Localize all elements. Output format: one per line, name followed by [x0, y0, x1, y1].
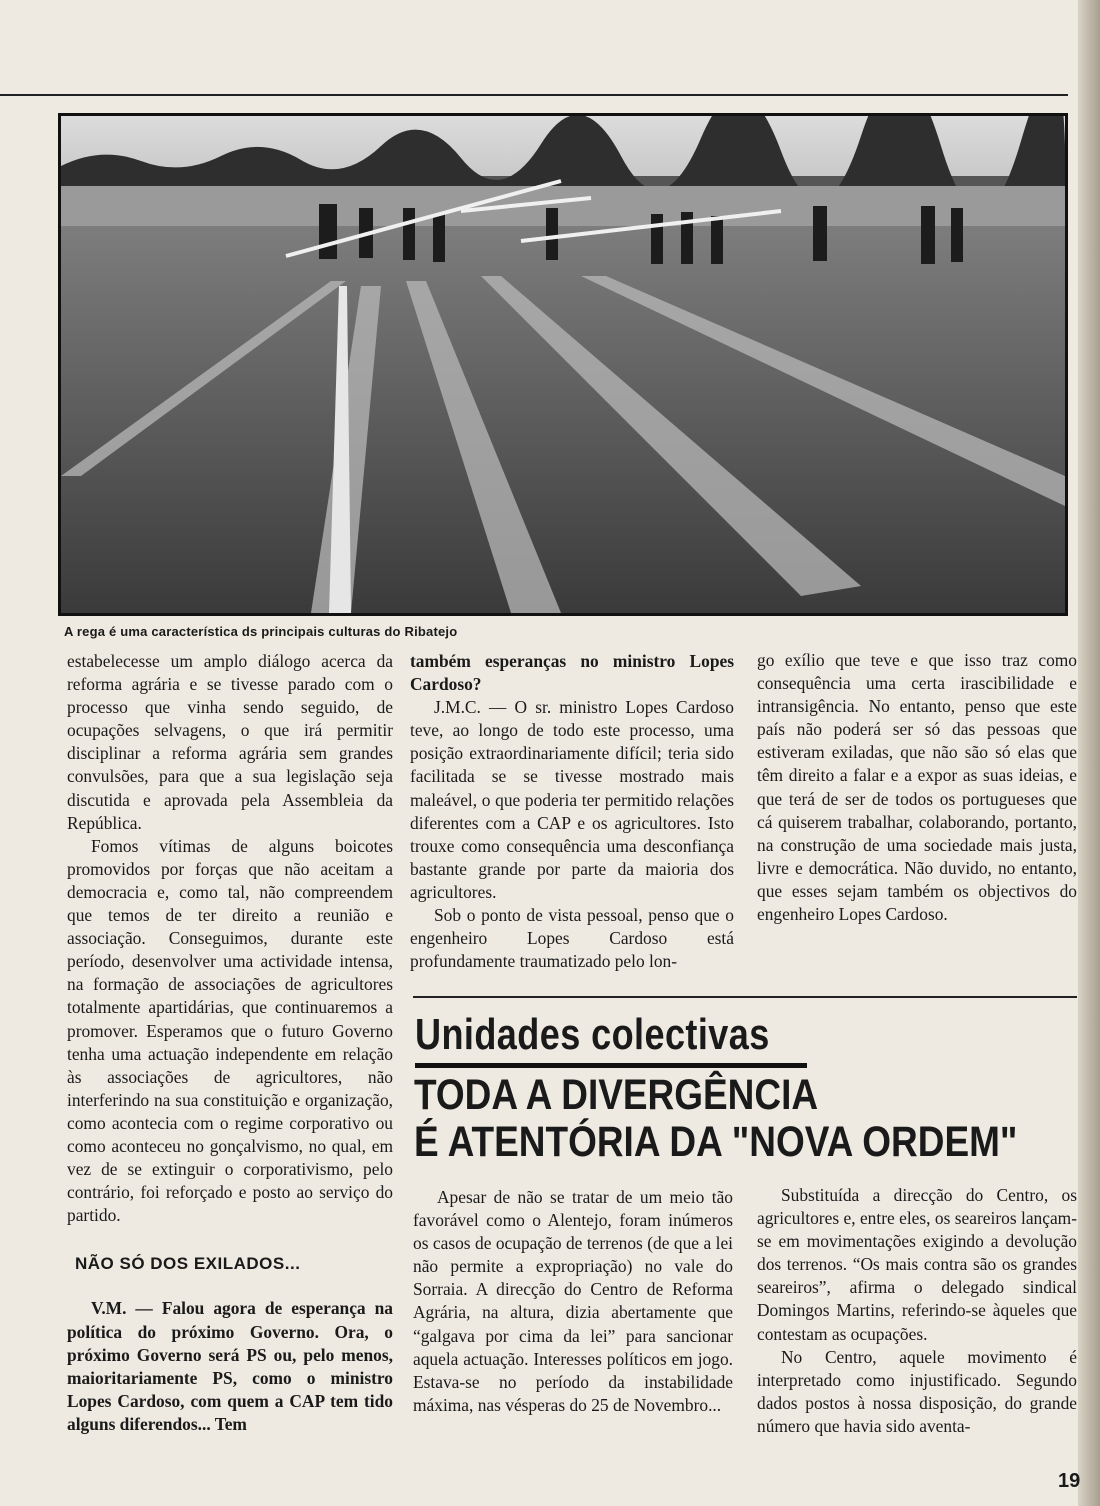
paragraph: estabelecesse um amplo diálogo acerca da reforma agrária e se tivesse parado com o processo que vinha sendo seguido, de ocupações selvagens, o que irá permitir disciplinar a reforma agrária sem grandes convulsões, para que a sua legislação seja discutida e aprovada pela Assembleia da República.	[67, 651, 393, 833]
headline-line-1: TODA A DIVERGÊNCIA	[414, 1071, 819, 1119]
interview-column-2	[410, 650, 734, 973]
page-number: 19	[1058, 1470, 1081, 1492]
paragraph: No Centro, aquele movimento é interpretado como injustificado. Segundo dados postos à nossa disposição, do grande número que havia sido aventa-	[757, 1346, 1077, 1436]
kicker-underline	[415, 1063, 807, 1068]
paragraph: Fomos vítimas de alguns boicotes promovidos por forças que não aceitam a democracia e, como tal, não compreendem que temos de ter direito a reunião e associação. Conseguimos, durante este período, desenvolver uma actividade intensa, na formação de associações de agricultores totalmente apartidárias, que continuaremos a promover. Esperamos que o futuro Governo tenha uma actuação independente em relação às associações de agricultores, não interferindo na sua constituição e organização, como acontecia com o regime corporativo ou como aconteceu no gonçalvismo, no qual, em vez de se extinguir o corporativismo, pelo contrário, foi reforçado e posto ao serviço do partido.	[67, 835, 393, 1226]
article-column-2	[757, 1184, 1077, 1438]
paragraph: Sob o ponto de vista pessoal, penso que o engenheiro Lopes Cardoso está profundamente traumatizado pelo lon-	[410, 905, 734, 972]
interview-column-1	[67, 650, 393, 1436]
headline-line-2: É ATENTÓRIA DA "NOVA ORDEM"	[414, 1118, 1018, 1166]
photo-caption: A rega é uma característica ds principais culturas do Ribatejo	[64, 624, 458, 639]
interview-question: V.M. — Falou agora de esperança na política do próximo Governo. Ora, o próximo Governo será PS ou, pelo menos, maioritariamente PS, como o ministro Lopes Cardoso, com quem a CAP tem tido alguns diferendos... Tem	[67, 1298, 393, 1434]
interview-answer: J.M.C. — O sr. ministro Lopes Cardoso teve, ao longo de todo este processo, uma posição extraordinariamente difícil; teria sido facilitada se se tivesse mostrado mais maleável, o que poderia ter permitido relações diferentes com a CAP e os agricultores. Isto trouxe como consequência uma desconfiança bastante grande por parte da maioria dos agricultores.	[410, 697, 734, 902]
article-column-1	[413, 1186, 733, 1417]
photo-illustration	[61, 116, 1065, 613]
article-kicker: Unidades colectivas	[415, 1010, 770, 1059]
top-rule	[0, 94, 1068, 96]
page-edge	[1078, 0, 1100, 1506]
paragraph: Apesar de não se tratar de um meio tão favorável como o Alentejo, foram inúmeros os casos de ocupação de terrenos (de que a lei não permite a expropriação) no vale do Sorraia. A direcção do Centro de Reforma Agrária, na altura, dizia abertamente que “galgava por cima da lei” para sancionar aquela actuação. Interesses políticos em jogo. Estava-se no período da instabilidade máxima, nas vésperas do 25 de Novembro...	[413, 1187, 733, 1415]
section-subhead: NÃO SÓ DOS EXILADOS...	[75, 1254, 301, 1274]
paragraph: go exílio que teve e que isso traz como consequência uma certa irascibilidade e intransigência. No entanto, penso que este país não poderá ser só das pessoas que estiveram exiladas, que não são só elas que têm direito a falar e a expor as suas ideias, e que terá de ser de todos os portugueses que cá quiserem trabalhar, colaborando, portanto, na construção de uma sociedade mais justa, livre e democrática. Não duvido, no entanto, que esses sejam também os objectivos do engenheiro Lopes Cardoso.	[757, 650, 1077, 925]
interview-column-3	[757, 649, 1077, 926]
section-rule	[413, 996, 1077, 998]
interview-question-end: também esperanças no ministro Lopes Cardoso?	[410, 651, 734, 695]
field-irrigation-photo	[58, 113, 1068, 616]
article-headline	[414, 1072, 1017, 1166]
paragraph: Substituída a direcção do Centro, os agricultores e, entre eles, os seareiros lançam-se em movimentações exigindo a devolução dos terrenos. “Os mais contra são os grandes seareiros”, afirma o delegado sindical Domingos Martins, referindo-se àqueles que contestam as ocupações.	[757, 1185, 1077, 1344]
